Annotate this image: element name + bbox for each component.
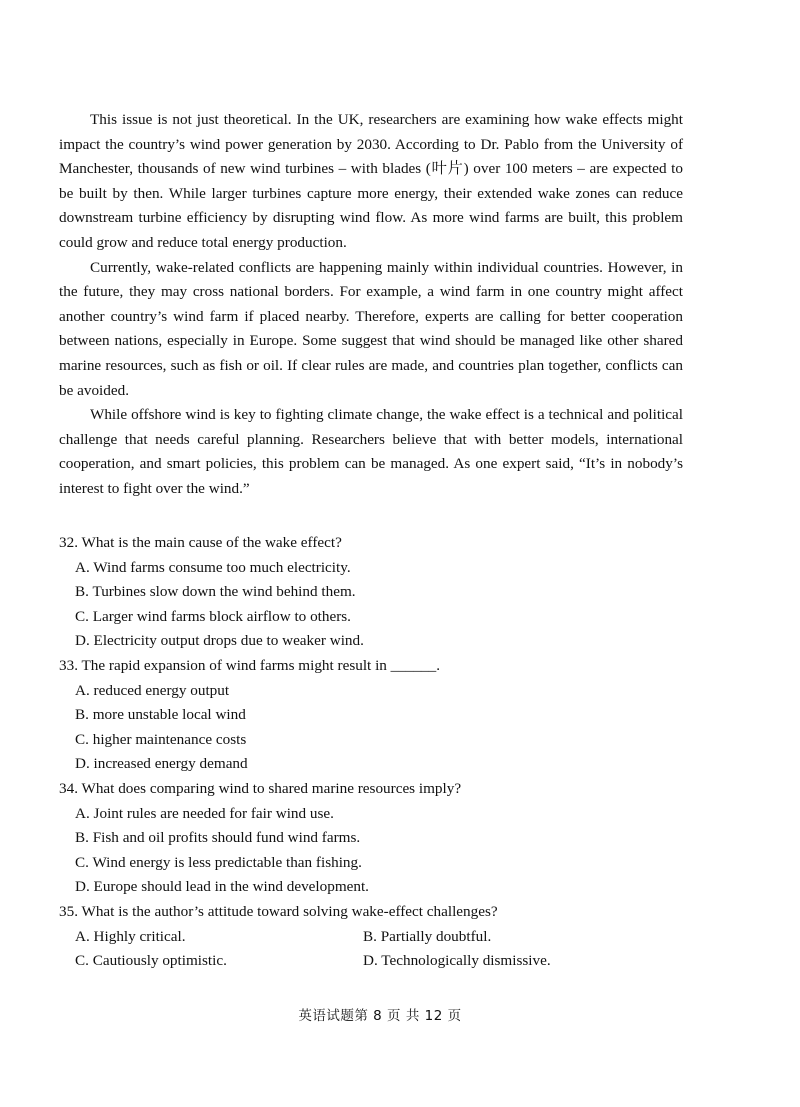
question-stem: 34. What does comparing wind to shared marine resources imply? bbox=[59, 779, 462, 797]
option-c: C. Larger wind farms block airflow to others. bbox=[75, 607, 351, 625]
option-d: D. increased energy demand bbox=[75, 755, 248, 773]
option-c: C. Cautiously optimistic. bbox=[75, 952, 227, 970]
option-d: D. Technologically dismissive. bbox=[363, 952, 551, 970]
option-d: D. Electricity output drops due to weaker wind. bbox=[75, 632, 364, 650]
question-list bbox=[59, 531, 699, 974]
question-stem: 33. The rapid expansion of wind farms might result in ______. bbox=[59, 656, 441, 674]
option-b: B. Fish and oil profits should fund wind farms. bbox=[75, 829, 361, 847]
passage-paragraph-2: Currently, wake-related conflicts are happening mainly within individual countries. However, in the future, they may cross national borders. For example, a wind farm in one country might affect another country’s wind farm if placed nearby. Therefore, experts are calling for better cooperation between nations, especially in Europe. Some suggest that wind should be managed like other shared marine resources, such as fish or oil. If clear rules are made, and countries plan together, conflicts can be avoided. bbox=[59, 258, 683, 399]
option-a: A. reduced energy output bbox=[75, 681, 230, 699]
page-footer: 英语试题第 8 页 共 12 页 bbox=[298, 1008, 462, 1024]
option-row bbox=[59, 949, 699, 974]
option-b: B. more unstable local wind bbox=[75, 706, 246, 724]
option-b: B. Partially doubtful. bbox=[363, 927, 492, 945]
reading-passage bbox=[59, 108, 683, 502]
question-stem: 35. What is the author’s attitude toward solving wake-effect challenges? bbox=[59, 902, 498, 920]
option-row bbox=[59, 925, 699, 950]
question-32 bbox=[59, 531, 699, 654]
question-35 bbox=[59, 900, 699, 974]
option-a: A. Highly critical. bbox=[75, 927, 186, 945]
question-34 bbox=[59, 777, 699, 900]
option-c: C. higher maintenance costs bbox=[75, 730, 247, 748]
option-c: C. Wind energy is less predictable than fishing. bbox=[75, 853, 362, 871]
question-stem: 32. What is the main cause of the wake effect? bbox=[59, 534, 342, 551]
option-d: D. Europe should lead in the wind development. bbox=[75, 878, 369, 896]
passage-paragraph-1: This issue is not just theoretical. In the UK, researchers are examining how wake effects might impact the country’s wind power generation by 2030. According to Dr. Pablo from the University of Manchester, thousands of new wind turbines – with blades (叶片) over 100 meters – are expected to be built by then. While larger turbines capture more energy, their extended wake zones can reduce downstream turbine efficiency by disrupting wind flow. As more wind farms are built, this problem could grow and reduce total energy production. bbox=[59, 111, 683, 251]
option-a: A. Joint rules are needed for fair wind use. bbox=[75, 804, 334, 822]
option-a: A. Wind farms consume too much electricity. bbox=[75, 558, 351, 576]
question-33 bbox=[59, 654, 699, 777]
passage-paragraph-3: While offshore wind is key to fighting climate change, the wake effect is a technical and political challenge that needs careful planning. Researchers believe that with better models, international cooperation, and smart policies, this problem can be managed. As one expert said, “It’s in nobody’s interest to fight over the wind.” bbox=[59, 406, 683, 497]
option-b: B. Turbines slow down the wind behind them. bbox=[75, 583, 356, 601]
